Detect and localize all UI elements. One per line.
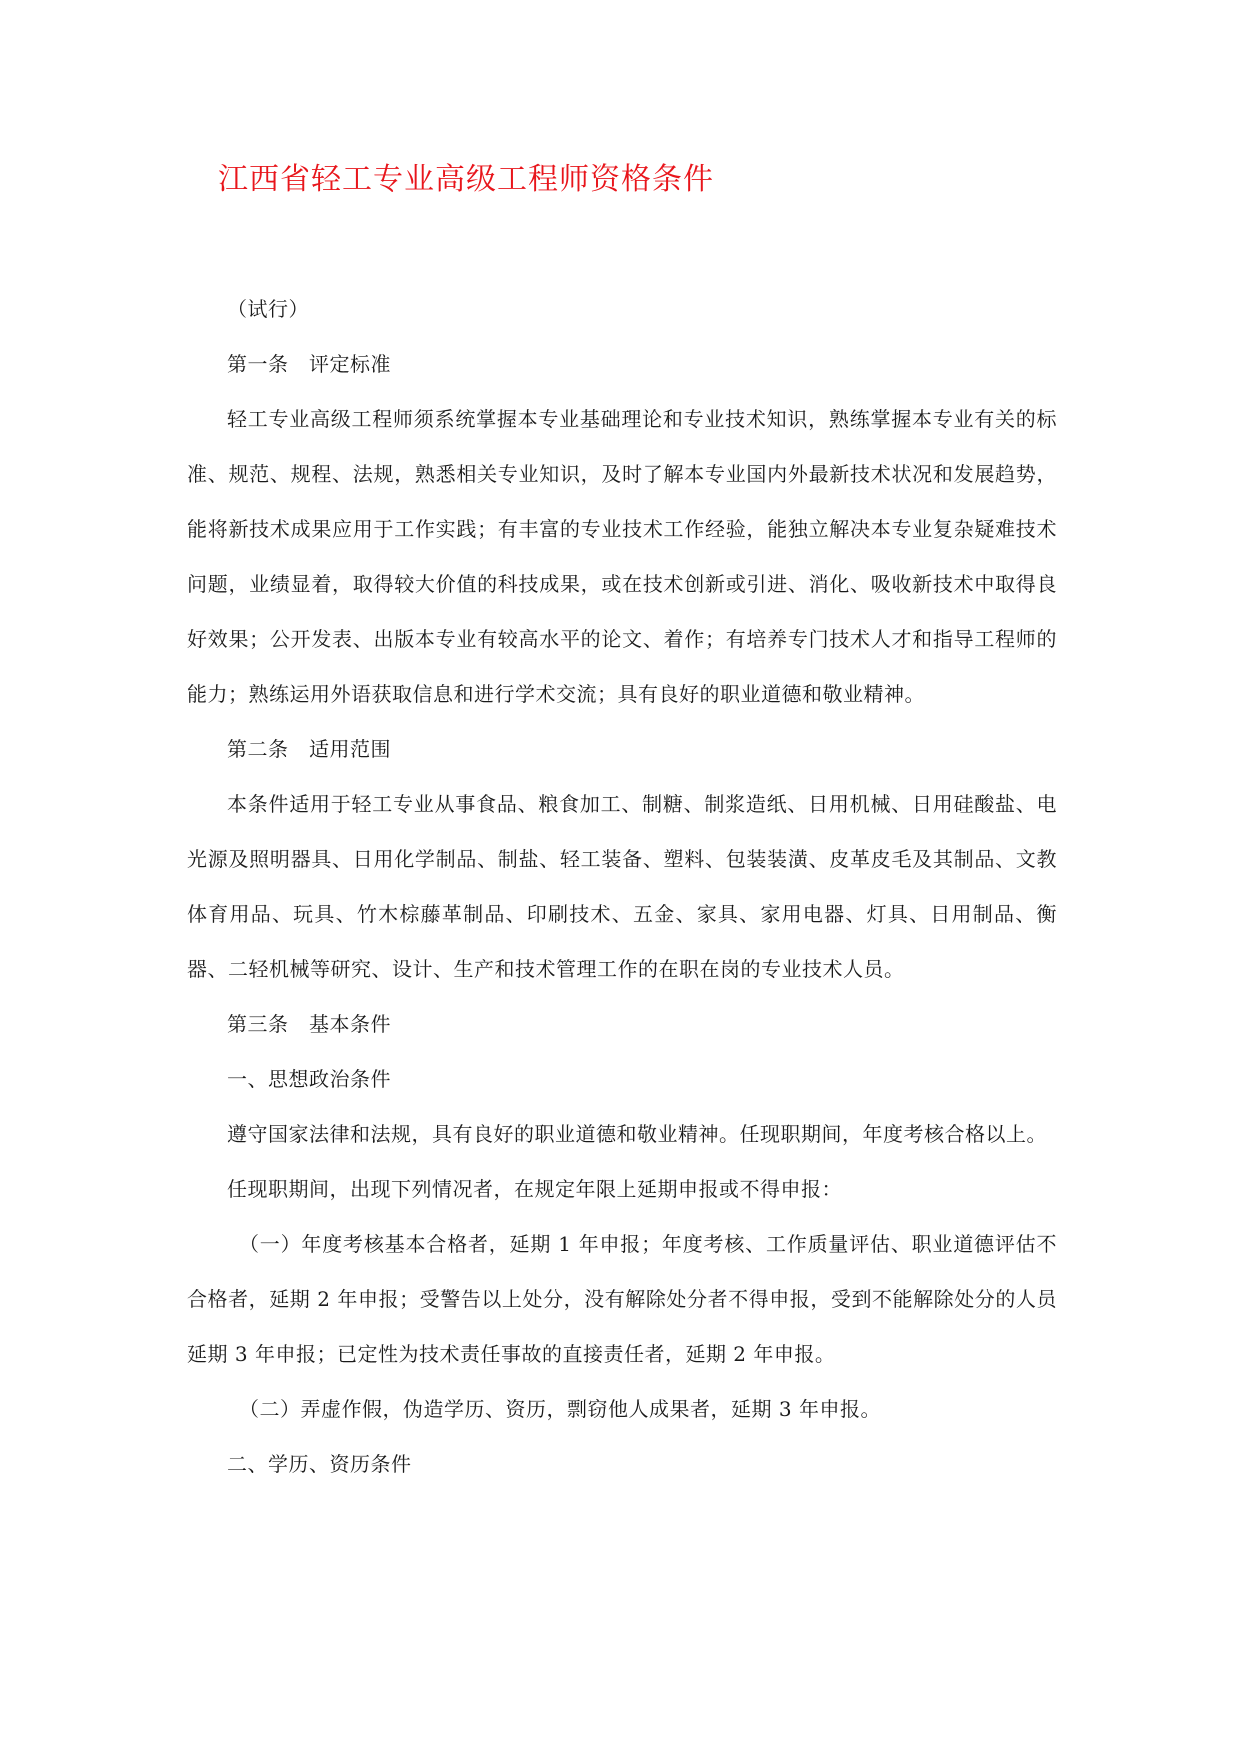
paragraph-trial: （试行） [227,297,309,321]
paragraph-scope: 本条件适用于轻工专业从事食品、粮食加工、制糖、制浆造纸、日用机械、日用硅酸盐、电光源及照明器具、日用化学制品、制盐、轻工装备、塑料、包装装潢、皮革皮毛及其制品、文教体育用品、玩具、竹木棕藤革制品、印刷技术、五金、家具、家用电器、灯具、日用制品、衡器、二轻机械等研究、设计、生产和技术管理工作的在职在岗的专业技术人员。 [187,792,1057,981]
paragraph-political-text: 遵守国家法律和法规，具有良好的职业道德和敬业精神。任现职期间，年度考核合格以上。 [227,1122,1047,1146]
paragraph-article-2-heading: 第二条 适用范围 [227,737,391,761]
paragraph-delay-intro: 任现职期间，出现下列情况者，在规定年限上延期申报或不得申报： [227,1177,842,1201]
paragraph-article-3-heading: 第三条 基本条件 [227,1012,391,1036]
document-body [187,282,1057,1492]
paragraph-evaluation-standard: 轻工专业高级工程师须系统掌握本专业基础理论和专业技术知识，熟练掌握本专业有关的标准、规范、规程、法规，熟悉相关专业知识，及时了解本专业国内外最新技术状况和发展趋势，能将新技术成果应用于工作实践；有丰富的专业技术工作经验，能独立解决本专业复杂疑难技术问题，业绩显着，取得较大价值的科技成果，或在技术创新或引进、消化、吸收新技术中取得良好效果；公开发表、出版本专业有较高水平的论文、着作；有培养专门技术人才和指导工程师的能力；熟练运用外语获取信息和进行学术交流；具有良好的职业道德和敬业精神。 [187,407,1057,706]
document-title: 江西省轻工专业高级工程师资格条件 [218,162,714,197]
paragraph-delay-item-1: （一）年度考核基本合格者，延期 1 年申报；年度考核、工作质量评估、职业道德评估不合格者，延期 2 年申报；受警告以上处分，没有解除处分者不得申报，受到不能解除处分的人员延期 3 年申报；已定性为技术责任事故的直接责任者，延期 2 年申报。 [187,1232,1057,1366]
paragraph-article-1-heading: 第一条 评定标准 [227,352,391,376]
paragraph-political-heading: 一、思想政治条件 [227,1067,391,1091]
paragraph-delay-item-2: （二）弄虚作假，伪造学历、资历，剽窃他人成果者，延期 3 年申报。 [239,1397,881,1421]
paragraph-education-heading: 二、学历、资历条件 [227,1452,412,1476]
